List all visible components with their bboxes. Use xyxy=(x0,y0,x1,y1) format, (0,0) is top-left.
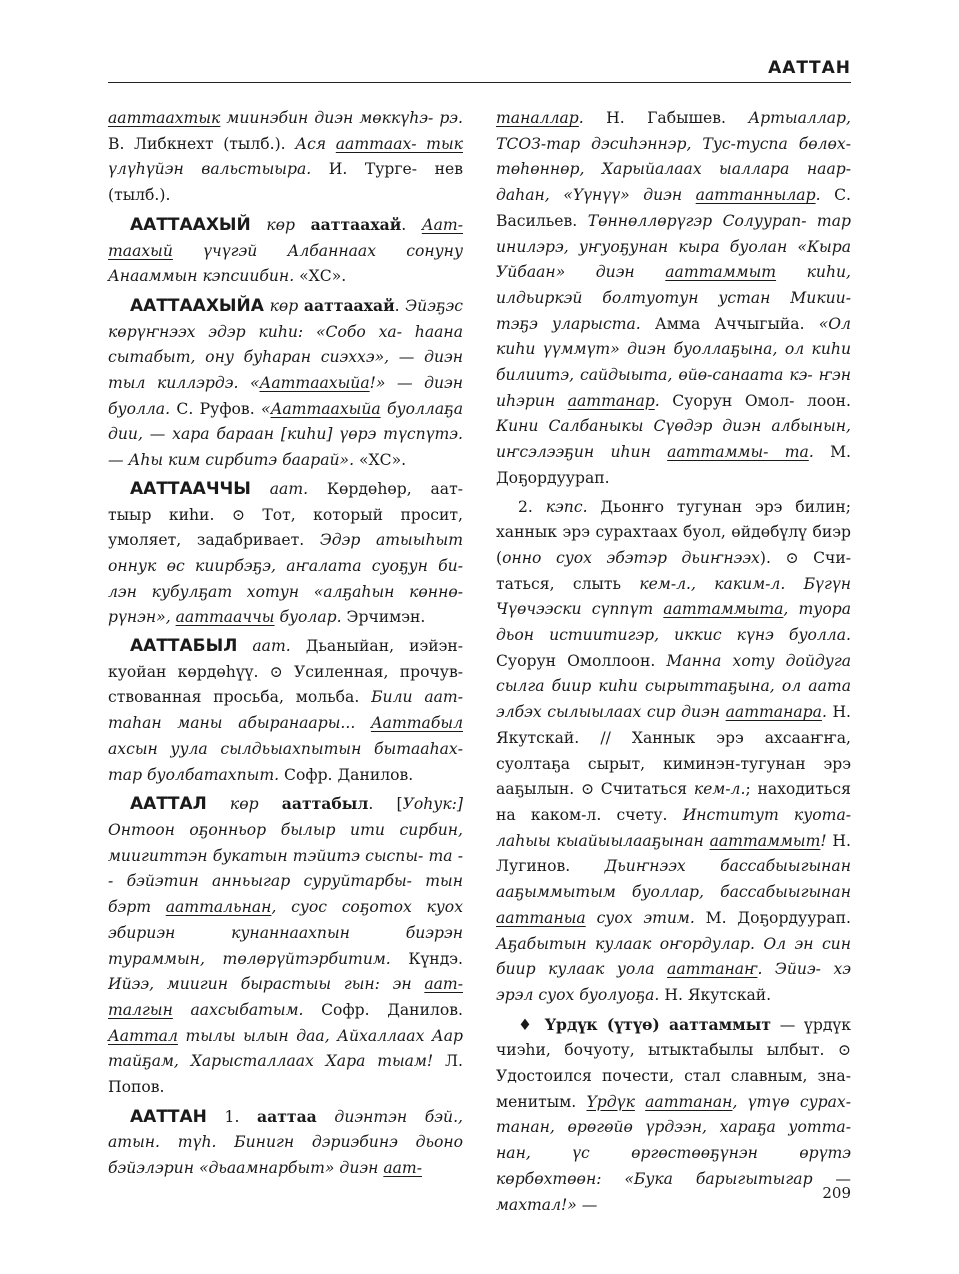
headword: ААТТАН xyxy=(130,1106,207,1127)
entry-aattan-sense-2: 2. кэпс. Дьонҥо тугунан эрэ билин; ханнык эрэ сурахтаах буол, өйдөбүлү биэр (онно суох эбэтэр дьиҥнээх). ⊙ Счи- таться, слыть кем-л., каким-л. Бүгүн Чүөчээски сүппүт ааттаммыта, туора дьон истиитигэр, иккис күнэ буолла. Суорун Омоллоон. Манна хоту дойдуга сылга биир киhи сырыттаҕына, ол аата элбэх сылыылаах сир диэн ааттанара. Н. Якутскай. // Ханнык эрэ ахсааҥҥа, суолтаҕа сырыт, киминэн-тугунан эрэ ааҕылын. ⊙ Считаться кем-л.; находиться на каком-л. счету. Институт куота- лаhыы кыайыылааҕынан ааттаммыт! Н. Лугинов. Дьиҥнээх бассабыыгынан ааҕыммытым буоллар, бассабыыгынан ааттаныа суох этим. М. Доҕордуурап. Аҕабытын кулаак оҥордулар. Ол эн син биир кулаак уола ааттанаҥ. Эйиэ- хэ эрэл суох буолуоҕа. Н. Якутскай. xyxy=(496,497,852,1004)
entry-aattan-continued: таналлар. Н. Габышев. Артыаллар, ТСОЗ-тар дэсиhэннэр, Тус-туспа бөлөх- төhөннөр, Харыйалаах ыаллара наар- даhан, «Үүнүү» диэн ааттаннылар. С. Васильев. Төннөллөрүгэр Солуурап- тар инилэрэ, уҥуоҕунан кыра буолан «Кыра Уйбаан» диэн ааттаммыт киhи, илдьиркэй болтуотун устан Микии- тэҕэ уларыста. Амма Аччыгыйа. «Ол киhи үүммүт» диэн буоллаҕына, ол киhи билиитэ, сайдыыта, өйө-санаата кэ- ҥэн иhэрин ааттанар. Суорун Омол- лоон. Кини Салбаныкы Сүөдэр диэн албынын, иҥсэлээҕин иhин ааттаммы- та. М. Доҕордуурап. xyxy=(496,109,852,487)
entry-aattal: ААТТАЛ көр ааттабыл. [Уоhук:] Онтоон оҕонньор былыр ити сирбин, миигиттэн букатын тэйитэ сыспы- та -- бэйэтин анньыгар суруйтарбы- тын бэрт ааттальнан, суос соҕотох куох эбириэн кунаннаахпын биэрэн тураммын, төлөрүйтэрбитим. Күндэ. Ийээ, миигин бырастыы гын: эн аат- талгын аахсыбатым. Софр. Данилов. Ааттал тылы ылын даа, Айхаллаах Аар тайҕам, Харысталлаах Хара тыам! Л. Попов. xyxy=(108,794,463,1097)
headword: ААТТАБЫЛ xyxy=(130,636,238,657)
page-number: 209 xyxy=(822,1184,851,1202)
headword: ААТТАЛ xyxy=(130,794,207,815)
entry-aattabyl: ААТТАБЫЛ аат. Дьаныйан, иэйэн- куойан көрдөhүү. ⊙ Усиленная, прочув- ствованная просьба, мольба. Били аат- таhан маны абыранаары... Ааттабыл ахсын уула сылдьыахпытын бытааhах- тар буолбатахпыт. Софр. Данилов. xyxy=(108,636,463,784)
headword: ААТТААЧЧЫ xyxy=(130,478,251,499)
running-head: ААТТАН xyxy=(768,58,851,78)
left-column xyxy=(108,106,463,1185)
entry-aattaakhyi: ААТТААХЫЙ көр ааттаахай. Аат- таахый үчүгэй Албаннаах сонуну Анааммын кэпсиибин. «ХС». xyxy=(108,214,463,286)
headword: ААТТААХЫЙ xyxy=(130,214,251,235)
headword: ААТТААХЫЙА xyxy=(130,295,264,316)
page-header xyxy=(108,52,851,83)
entry-aattan: ААТТАН 1. ааттаа диэнтэн бэй., атын. түh. Бинигн дэриэбинэ дьоно бэйэлэрин «дьаамнарбыт» диэн аат- xyxy=(108,1106,463,1178)
entry-aattaakhyia: ААТТААХЫЙА көр ааттаахай. Эйэҕэс көрүҥнээх эдэр киhи: «Собо ха- hаана сытабыт, ону буhаран сиэххэ», — диэн тыл киллэрдэ. «Ааттаахыйа!» — диэн буолла. С. Руфов. «Ааттаахыйа буоллаҕа дии, — хара бараан [киhи] үөрэ түспүтэ. — Аhы ким сирбитэ баарай». «ХС». xyxy=(108,295,464,470)
entry-aattaachchy: ААТТААЧЧЫ аат. Көрдөhөр, аат- тыыр киhи. ⊙ Тот, который просит, умоляет, задабривает. Эдэр атыыhыт оннук өс киирбэҕэ, аҥалата суоҕун би- лэн кубулҕат хотун «алҕаhын көннө- рүнэн», ааттааччы буолар. Эрчимэн. xyxy=(108,478,463,627)
right-column xyxy=(496,106,851,1221)
entry-continuation: ааттаахтык миинэбин диэн мөккүhэ- рэ. В. Либкнехт (тылб.). Ася ааттаах- тык үлүhүйэн вальстыыра. И. Турге- нев (тылб.). xyxy=(108,109,463,205)
entry-idiom: ♦ Үрдүк (үтүө) ааттаммыт — үрдүк чиэhи, бочуоту, ытыктабылы ылбыт. ⊙ Удостоился почести, стал славным, зна- менитым. Үрдүк ааттанан, үтүө сурах- танан, өрөгөйө үрдээн, хараҕа уотта- нан, үс өргөстөөҕүнэн өрүтэ көрбөхтөөн: «Бука барыгытыгар — махтал!» — xyxy=(496,1014,851,1214)
